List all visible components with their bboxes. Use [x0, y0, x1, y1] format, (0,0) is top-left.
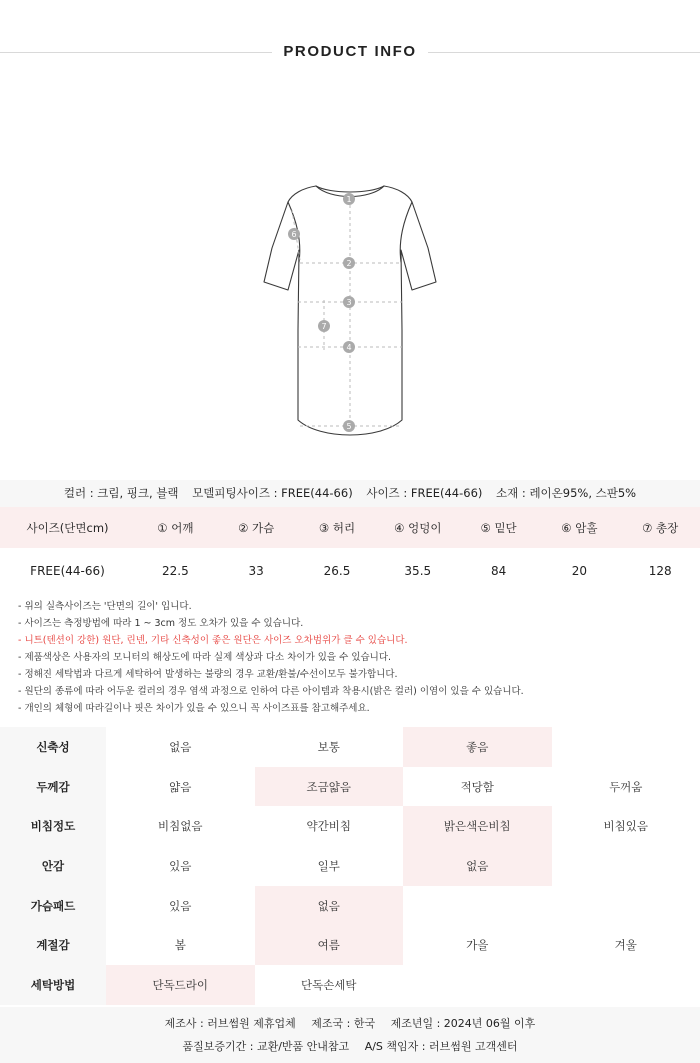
attr-option: 봄	[174, 938, 186, 953]
size-cell: 20	[571, 563, 588, 578]
fabric-attribute-table	[0, 727, 700, 1005]
manufacture-date-info: 제조년일 : 2024년 06월 이후	[390, 1017, 536, 1030]
attr-option: 여름	[255, 925, 404, 965]
measure-marker-7	[318, 320, 330, 332]
attr-row-thickness	[0, 767, 700, 807]
attr-row-stretch	[0, 727, 700, 767]
size-header-cell: ⑥ 암홀	[539, 507, 620, 548]
attr-label: 안감	[0, 846, 106, 886]
measure-marker-6	[288, 228, 300, 240]
measure-marker-3	[343, 296, 355, 308]
attr-option: 없음	[169, 739, 192, 754]
note-item: - 개인의 체형에 따라길이나 핏은 차이가 있을 수 있으니 꼭 사이즈표를 참고해주세요.	[18, 703, 370, 714]
note-item: - 제품색상은 사용자의 모니터의 해상도에 따라 실제 색상과 다소 차이가 있을 수 있습니다.	[18, 652, 392, 663]
attr-label: 가슴패드	[0, 886, 106, 926]
size-header-cell: ③ 허리	[297, 507, 378, 548]
note-item: - 정해진 세탁법과 다르게 세탁하여 발생하는 불량의 경우 교환/환불/수선이모두 불가합니다.	[18, 669, 398, 680]
model-size-info: 모델피팅사이즈 : FREE(44-66)	[192, 486, 353, 500]
attr-option: 있음	[169, 858, 192, 873]
section-header	[0, 40, 700, 66]
attr-option: 없음	[255, 886, 404, 926]
size-header-cell: ① 어깨	[135, 507, 216, 548]
attr-option: 적당함	[460, 779, 494, 794]
size-notes	[18, 598, 688, 717]
attr-option: 단독드라이	[106, 965, 255, 1005]
size-header-cell: ⑦ 총장	[620, 507, 700, 548]
attr-label: 비침정도	[0, 806, 106, 846]
svg-text:4: 4	[346, 343, 352, 352]
attr-option: 두꺼움	[609, 779, 643, 794]
attr-label: 신축성	[0, 727, 106, 767]
header-divider-right	[428, 52, 700, 53]
note-item-warning: - 니트(텐션이 강한) 원단, 린넨, 기타 신축성이 좋은 원단은 사이즈 오차범위가 클 수 있습니다.	[18, 635, 408, 646]
attr-row-season	[0, 925, 700, 965]
size-cell: 22.5	[162, 563, 189, 578]
size-cell: 128	[648, 563, 672, 578]
attr-option	[403, 965, 552, 1005]
footer-row-2	[0, 1038, 700, 1054]
attr-option: 없음	[403, 846, 552, 886]
note-item: - 위의 실측사이즈는 '단면의 길이' 입니다.	[18, 601, 192, 612]
material-info: 소재 : 레이온95%, 스판5%	[496, 486, 637, 500]
as-info: A/S 책임자 : 러브썸원 고객센터	[364, 1040, 518, 1053]
measure-marker-1	[343, 193, 355, 205]
svg-text:5: 5	[346, 422, 352, 431]
attr-option	[552, 886, 700, 926]
dress-illustration	[0, 150, 700, 450]
attr-option: 비침없음	[158, 819, 203, 834]
attr-option: 가을	[466, 938, 489, 953]
svg-text:6: 6	[291, 230, 297, 239]
size-table-header	[0, 507, 700, 548]
measure-marker-5	[343, 420, 355, 432]
attr-label: 계절감	[0, 925, 106, 965]
svg-text:1: 1	[346, 195, 352, 204]
attr-option: 조금얇음	[255, 767, 404, 807]
manufacturer-info: 제조사 : 러브썸원 제휴업체	[164, 1017, 296, 1030]
measure-marker-2	[343, 257, 355, 269]
attr-option: 얇음	[169, 779, 192, 794]
svg-text:2: 2	[346, 259, 352, 268]
warranty-info: 품질보증기간 : 교환/반품 안내참고	[182, 1040, 350, 1053]
attr-option: 약간비침	[306, 819, 351, 834]
size-cell: 26.5	[323, 563, 351, 578]
attr-option	[552, 965, 700, 1005]
attr-option: 보통	[317, 739, 340, 754]
size-table	[0, 507, 700, 591]
manufacturer-footer	[0, 1007, 700, 1063]
attr-row-wash	[0, 965, 700, 1005]
note-item: - 원단의 종류에 따라 어두운 컬러의 경우 염색 과정으로 인하여 다른 아이템과 착용시(밝은 컬러) 이염이 있을 수 있습니다.	[18, 686, 524, 697]
size-info: 사이즈 : FREE(44-66)	[366, 486, 483, 500]
attr-option	[552, 846, 700, 886]
attr-row-pad	[0, 886, 700, 926]
attr-option	[403, 886, 552, 926]
attr-row-sheerness	[0, 806, 700, 846]
size-table-row	[0, 548, 700, 591]
attr-option: 단독손세탁	[300, 977, 357, 992]
color-info: 컬러 : 크림, 핑크, 블랙	[63, 486, 179, 500]
attr-option: 밝은색은비침	[403, 806, 552, 846]
size-header-cell: ④ 엉덩이	[377, 507, 458, 548]
attr-row-lining	[0, 846, 700, 886]
product-summary-bar	[0, 480, 700, 507]
note-item: - 사이즈는 측정방법에 따라 1 ~ 3cm 정도 오차가 있을 수 있습니다.	[18, 618, 304, 629]
section-title: PRODUCT INFO	[283, 43, 417, 60]
attr-label: 세탁방법	[0, 965, 106, 1005]
size-cell: FREE(44-66)	[30, 563, 105, 578]
country-info: 제조국 : 한국	[311, 1017, 376, 1030]
attr-label: 두께감	[0, 767, 106, 807]
size-header-cell: ⑤ 밑단	[458, 507, 539, 548]
attr-option: 있음	[169, 898, 192, 913]
footer-row-1	[0, 1015, 700, 1031]
attr-option: 겨울	[614, 938, 637, 953]
size-cell: 33	[248, 563, 264, 578]
svg-text:3: 3	[346, 298, 352, 307]
attr-option: 좋음	[403, 727, 552, 767]
size-cell: 84	[490, 563, 507, 578]
svg-text:7: 7	[321, 322, 327, 331]
size-cell: 35.5	[404, 563, 432, 578]
attr-option: 일부	[317, 858, 340, 873]
attr-option: 비침있음	[603, 819, 648, 834]
measure-marker-4	[343, 341, 355, 353]
size-header-cell: ② 가슴	[216, 507, 297, 548]
size-header-cell: 사이즈(단면cm)	[0, 507, 135, 548]
attr-option	[552, 727, 700, 767]
